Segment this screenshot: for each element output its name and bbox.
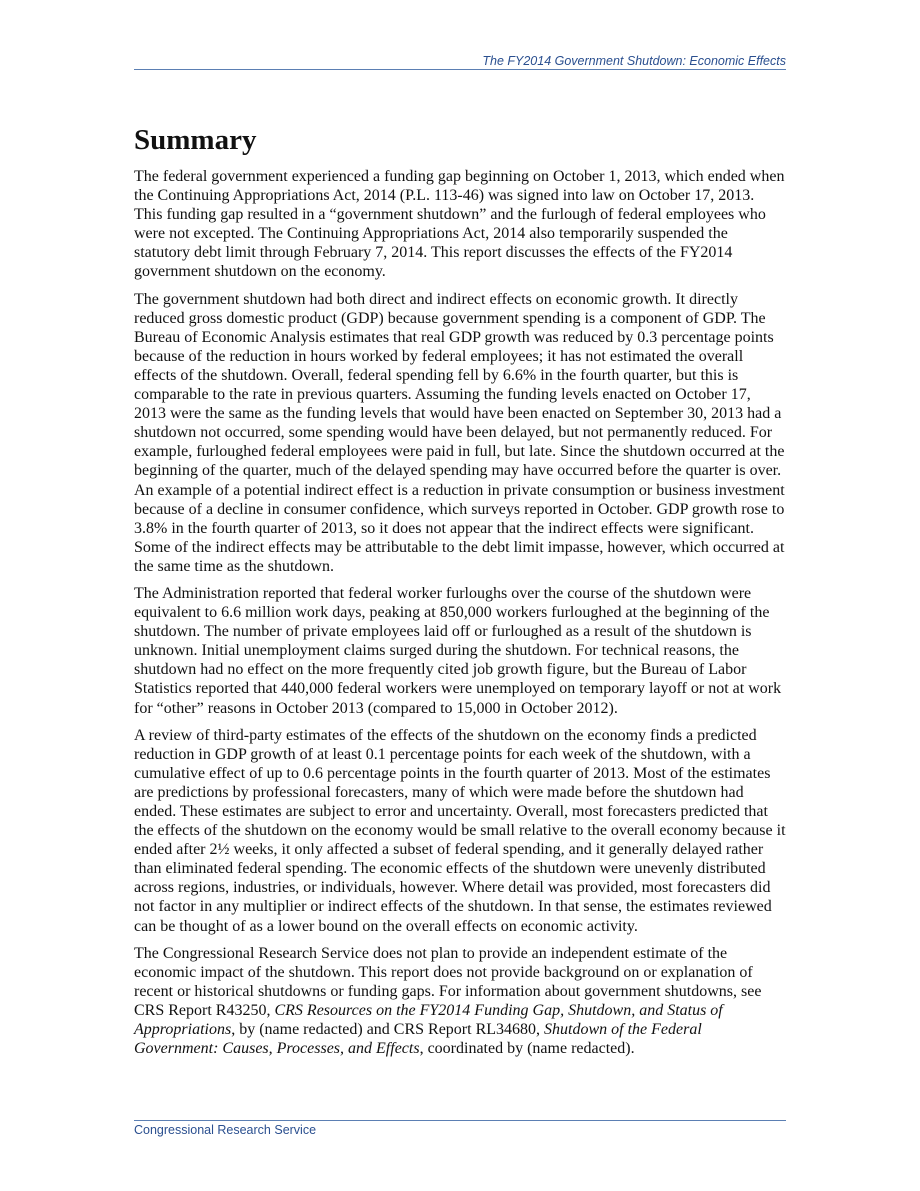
- paragraph-3: The Administration reported that federal worker furloughs over the course of the shutdown were equivalent to 6.6 million work days, peaking at 850,000 workers furloughed at the beginning of the shutdown. The number of private employees laid off or furloughed as a result of the shutdown is unknown. Initial unemployment claims surged during the shutdown. For technical reasons, the shutdown had no effect on the more frequently cited job growth figure, but the Bureau of Labor Statistics reported that 440,000 federal workers were unemployed on temporary layoff or not at work for “other” reasons in October 2013 (compared to 15,000 in October 2012).: [134, 584, 782, 717]
- paragraph-1: The federal government experienced a funding gap beginning on October 1, 2013, which ended when the Continuing Appropriations Act, 2014 (P.L. 113-46) was signed into law on October 17, 2013. This funding gap resulted in a “government shutdown” and the furlough of federal employees who were not excepted. The Continuing Appropriations Act, 2014 also temporarily suspended the statutory debt limit through February 7, 2014. This report discusses the effects of the FY2014 government shutdown on the economy.: [134, 168, 785, 281]
- crs-report-rl34680-author: , coordinated by (name redacted).: [419, 1040, 635, 1058]
- running-header: The FY2014 Government Shutdown: Economic Effects: [482, 54, 786, 68]
- section-title: Summary: [134, 124, 257, 156]
- paragraph-2: The government shutdown had both direct and indirect effects on economic growth. It directly reduced gross domestic product (GDP) because government spending is a component of GDP. The Bureau of Economic Analysis estimates that real GDP growth was reduced by 0.3 percentage points because of the reduction in hours worked by federal employees; it has not estimated the overall effects of the shutdown. Overall, federal spending fell by 6.6% in the fourth quarter, but this is comparable to the rate in previous quarters. Assuming the funding levels enacted on October 17, 2013 were the same as the funding levels that would have been enacted on September 30, 2013 had a shutdown not occurred, some spending would have been delayed, but not permanently reduced. For example, furloughed federal employees were paid in full, but late. Since the shutdown occurred at the beginning of the quarter, much of the delayed spending may have occurred before the quarter is over. An example of a potential indirect effect is a reduction in private consumption or business investment because of a decline in consumer confidence, which surveys reported in October. GDP growth rose to 3.8% in the fourth quarter of 2013, so it does not appear that the indirect effects were significant. Some of the indirect effects may be attributable to the debt limit impasse, however, which occurred at the same time as the shutdown.: [134, 290, 785, 575]
- paragraph-5-connector: and CRS Report RL34680,: [366, 1021, 545, 1039]
- paragraph-4: A review of third-party estimates of the effects of the shutdown on the economy finds a predicted reduction in GDP growth of at least 0.1 percentage points for each week of the shutdown, with a cumulative effect of up to 0.6 percentage points in the fourth quarter of 2013. Most of the estimates are predictions by professional forecasters, many of which were made before the shutdown had ended. These estimates are subject to error and uncertainty. Overall, most forecasters predicted that the effects of the shutdown on the economy would be small relative to the overall economy because it ended after 2½ weeks, it only affected a subset of federal spending, and it generally delayed rather than eliminated federal spending. The economic effects of the shutdown were unevenly distributed across regions, industries, or individuals, however. Where detail was provided, most forecasters did not factor in any multiplier or indirect effects of the shutdown. In that sense, the estimates reviewed can be thought of as a lower bound on the overall effects on economic activity.: [134, 726, 786, 935]
- paragraph-5: [134, 944, 786, 1059]
- paragraph-5-intro: The Congressional Research Service does not plan to provide an independent estimate of the economic impact of the shutdown. This report does not provide background on or explanation of recent or historical shutdowns or funding gaps. For information about government shutdowns, see CRS Report R43250,: [134, 944, 762, 1019]
- summary-body: [134, 167, 786, 1066]
- header-rule: [134, 69, 786, 70]
- footer-org: Congressional Research Service: [134, 1123, 317, 1137]
- crs-report-rl34680-title: Shutdown of the Federal Government: Causes, Processes, and Effects: [134, 1021, 702, 1058]
- crs-report-r43250-author: , by (name redacted): [231, 1021, 363, 1039]
- crs-report-r43250-title: CRS Resources on the FY2014 Funding Gap, Shutdown, and Status of Appropriations: [134, 1001, 723, 1039]
- footer-rule: [134, 1120, 786, 1121]
